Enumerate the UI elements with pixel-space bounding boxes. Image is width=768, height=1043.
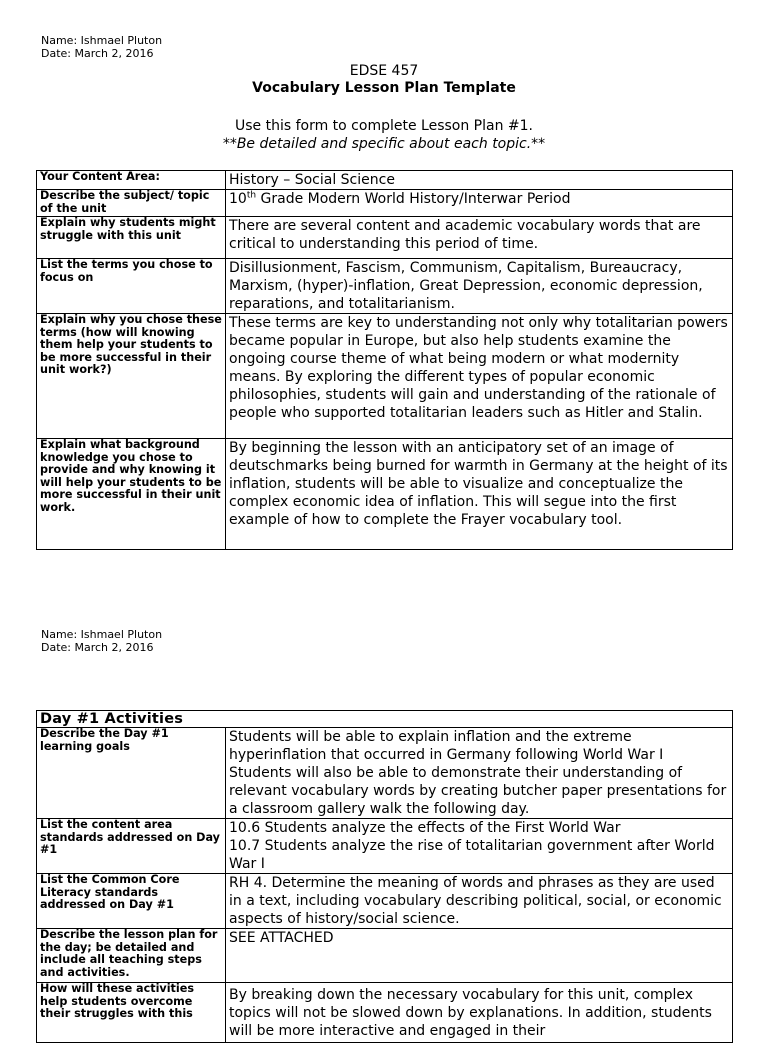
row-label: Explain why you chose these terms (how will knowing them help your students to be more successful in their unit work?) [37, 314, 226, 439]
row-value [226, 190, 733, 217]
row-value: Students will be able to explain inflation and the extreme hyperinflation that occurred in Germany following World War I Students will also be able to demonstrate their understanding of relevant vocabulary words by creating butcher paper presentations for a classroom gallery walk the following day. [226, 728, 733, 819]
table-row [37, 983, 733, 1043]
day-activities-heading: Day #1 Activities [37, 711, 733, 728]
instructions-line-1: Use this form to complete Lesson Plan #1. [234, 118, 533, 134]
table-row [37, 217, 733, 259]
row-label: Explain what background knowledge you chose to provide and why knowing it will help your students to be more successful in their unit work. [37, 439, 226, 550]
row-value: 10.6 Students analyze the effects of the First World War 10.7 Students analyze the rise of totalitarian government after World War I [226, 819, 733, 874]
grade-ordinal: th [246, 190, 257, 201]
row-value: By breaking down the necessary vocabulary for this unit, complex topics will not be slowed down by explanations. In addition, students will be more interactive and engaged in their [226, 983, 733, 1043]
grade-number: 10 [229, 191, 247, 207]
table-row [37, 819, 733, 874]
document-date: Date: March 2, 2016 [41, 641, 154, 654]
row-label: Describe the Day #1 learning goals [37, 728, 226, 819]
row-value: By beginning the lesson with an anticipatory set of an image of deutschmarks being burned for warmth in Germany at the height of its inflation, students will be able to visualize and conceptualize the complex economic idea of inflation. This will segue into the first example of how to complete the Frayer vocabulary tool. [226, 439, 733, 550]
row-label: How will these activities help students overcome their struggles with this [37, 983, 226, 1043]
table-heading-row [37, 711, 733, 728]
course-code: EDSE 457 [349, 63, 419, 79]
row-label: Describe the lesson plan for the day; be detailed and include all teaching steps and activities. [37, 929, 226, 983]
row-value: These terms are key to understanding not only why totalitarian powers became popular in Europe, but also help students examine the ongoing course theme of what being modern or what modernity means. By exploring the different types of popular economic philosophies, students will gain and understanding of the rationale of people who supported totalitarian leaders such as Hitler and Stalin. [226, 314, 733, 439]
row-label: Explain why students might struggle with this unit [37, 217, 226, 259]
table-row [37, 190, 733, 217]
student-name: Name: Ishmael Pluton [41, 628, 163, 641]
table-row [37, 171, 733, 190]
row-label: List the content area standards addressed on Day #1 [37, 819, 226, 874]
row-value: History – Social Science [226, 171, 733, 190]
row-value: There are several content and academic vocabulary words that are critical to understanding this period of time. [226, 217, 733, 259]
table-row [37, 314, 733, 439]
subject-text: Grade Modern World History/Interwar Period [256, 191, 571, 207]
table-row [37, 259, 733, 314]
table-row [37, 929, 733, 983]
instructions-line-2: **Be detailed and specific about each topic.** [222, 136, 546, 152]
row-label: Describe the subject/ topic of the unit [37, 190, 226, 217]
table-row [37, 439, 733, 550]
row-value: Disillusionment, Fascism, Communism, Capitalism, Bureaucracy, Marxism, (hyper)-inflation, Great Depression, economic depression, reparations, and totalitarianism. [226, 259, 733, 314]
day-activities-table [36, 710, 733, 1043]
student-name: Name: Ishmael Pluton [41, 34, 163, 47]
row-label: List the terms you chose to focus on [37, 259, 226, 314]
table-row [37, 874, 733, 929]
table-row [37, 728, 733, 819]
document-date: Date: March 2, 2016 [41, 47, 154, 60]
row-label: List the Common Core Literacy standards addressed on Day #1 [37, 874, 226, 929]
page-title: Vocabulary Lesson Plan Template [252, 80, 516, 96]
row-value: SEE ATTACHED [226, 929, 733, 983]
row-label: Your Content Area: [37, 171, 226, 190]
lesson-plan-table [36, 170, 733, 550]
row-value: RH 4. Determine the meaning of words and phrases as they are used in a text, including vocabulary describing political, social, or economic aspects of history/social science. [226, 874, 733, 929]
